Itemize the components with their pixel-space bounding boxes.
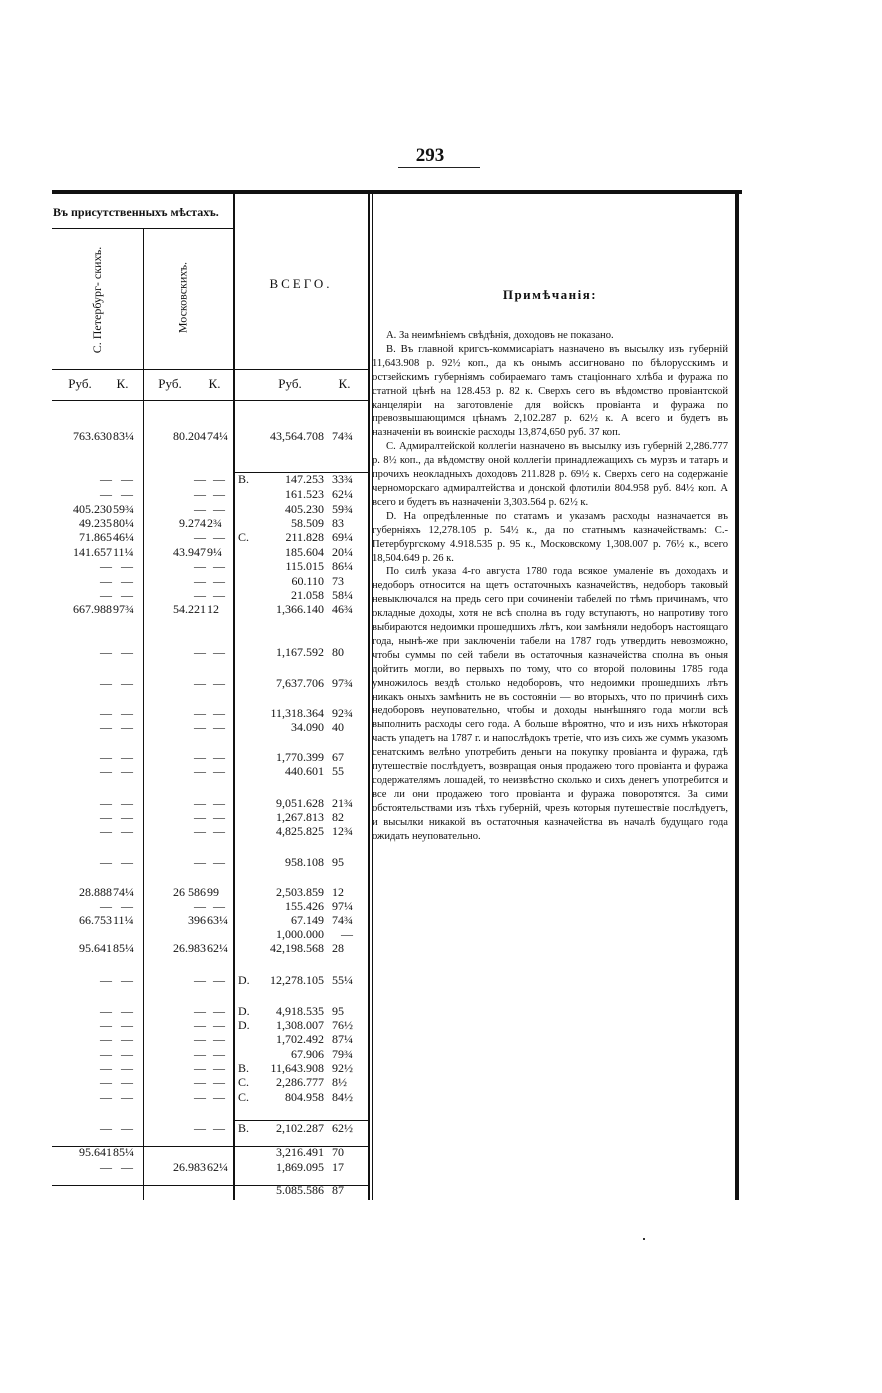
- cell-spb-k: 74¼: [113, 885, 134, 899]
- cell-tl: B.: [238, 472, 250, 486]
- cell-t-r: 1,267.813: [276, 810, 324, 824]
- cell-spb-k: —: [121, 1075, 133, 1089]
- cell-msk-k: —: [213, 824, 225, 838]
- cell-t-k: 86¼: [332, 559, 353, 573]
- col-header-total: ВСЕГО.: [269, 276, 333, 291]
- cell-spb-r: —: [100, 487, 112, 501]
- unit-msk-kop: К.: [208, 376, 221, 391]
- cell-tl: D.: [238, 1004, 250, 1018]
- cell-t-r: 1,702.492: [276, 1032, 324, 1046]
- cell-t-k: 17: [332, 1160, 344, 1174]
- cell-msk-k: —: [213, 1121, 225, 1135]
- unit-total-kop: К.: [338, 376, 351, 391]
- cell-msk-r: —: [194, 1032, 206, 1046]
- cell-spb-k: 97¾: [113, 602, 134, 616]
- divider-total-notes: [368, 194, 370, 1200]
- cell-spb-k: —: [121, 706, 133, 720]
- cell-spb-r: 141.657: [73, 545, 112, 559]
- cell-spb-k: —: [121, 645, 133, 659]
- cell-spb-r: —: [100, 1047, 112, 1061]
- cell-msk-r: 26 586: [173, 885, 206, 899]
- cell-msk-k: —: [213, 530, 225, 544]
- cell-msk-k: —: [213, 1032, 225, 1046]
- cell-spb-r: —: [100, 706, 112, 720]
- unit-spb-rub: Руб.: [68, 376, 92, 391]
- cell-msk-k: —: [213, 487, 225, 501]
- cell-spb-r: —: [100, 1004, 112, 1018]
- group-header: Въ присутственныхъ мѣстахъ.: [53, 205, 219, 219]
- cell-t-k: 58¼: [332, 588, 353, 602]
- cell-t-r: 3,216.491: [276, 1145, 324, 1159]
- cell-t-r: 440.601: [285, 764, 324, 778]
- col-header-msk: Московскихъ.: [175, 261, 190, 334]
- cell-t-k: 73: [332, 574, 344, 588]
- cell-msk-r: —: [194, 1121, 206, 1135]
- cell-msk-r: —: [194, 973, 206, 987]
- cell-spb-k: —: [121, 1121, 133, 1135]
- cell-t-k: 69¼: [332, 530, 353, 544]
- cell-t-r: 405.230: [285, 502, 324, 516]
- cell-t-k: 97¾: [332, 676, 353, 690]
- cell-t-r: 67.149: [291, 913, 324, 927]
- col-header-spb: С. Петербург- скихъ.: [90, 246, 104, 354]
- cell-spb-k: —: [121, 1061, 133, 1075]
- cell-msk-r: —: [194, 855, 206, 869]
- note-a: A. За неимѣніемъ свѣдѣнія, доходовъ не показано.: [386, 330, 614, 341]
- cell-msk-r: —: [194, 588, 206, 602]
- cell-spb-k: —: [121, 1160, 133, 1174]
- cell-msk-r: 26.983: [173, 941, 206, 955]
- notes-title: Примѣчанія:: [502, 287, 598, 302]
- cell-t-r: 1,167.592: [276, 645, 324, 659]
- cell-msk-k: —: [213, 574, 225, 588]
- cell-t-k: 83: [332, 516, 344, 530]
- cell-spb-k: 83¼: [113, 429, 134, 443]
- cell-t-r: 958.108: [285, 855, 324, 869]
- cell-spb-r: 49.235: [79, 516, 112, 530]
- cell-msk-k: —: [213, 645, 225, 659]
- cell-t-k: 62½: [332, 1121, 353, 1135]
- cell-spb-k: —: [121, 1090, 133, 1104]
- cell-t-k: 74¾: [332, 913, 353, 927]
- cell-t-r: 1,308.007: [276, 1018, 324, 1032]
- top-rule: [52, 190, 742, 194]
- cell-spb-k: 80¼: [113, 516, 134, 530]
- cell-t-r: 804.958: [285, 1090, 324, 1104]
- cell-msk-k: —: [213, 676, 225, 690]
- cell-t-k: 79¾: [332, 1047, 353, 1061]
- cell-spb-r: —: [100, 588, 112, 602]
- cell-msk-r: —: [194, 1061, 206, 1075]
- cell-t-k: 92¾: [332, 706, 353, 720]
- cell-msk-k: —: [213, 720, 225, 734]
- cell-spb-k: —: [121, 899, 133, 913]
- cell-msk-r: 43.947: [173, 545, 206, 559]
- cell-t-r: 1,366.140: [276, 602, 324, 616]
- notes-body: [372, 329, 728, 844]
- cell-spb-r: —: [100, 645, 112, 659]
- cell-spb-r: 66.753: [79, 913, 112, 927]
- cell-spb-r: 95.641: [79, 941, 112, 955]
- cell-msk-r: —: [194, 574, 206, 588]
- cell-t-r: 161.523: [285, 487, 324, 501]
- cell-t-k: 40: [332, 720, 344, 734]
- cell-t-r: 2,102.287: [276, 1121, 324, 1135]
- cell-t-k: 55: [332, 764, 344, 778]
- cell-t-r: 7,637.706: [276, 676, 324, 690]
- cell-t-k: 67: [332, 750, 344, 764]
- cell-spb-r: —: [100, 1075, 112, 1089]
- cell-t-k: 55¼: [332, 973, 353, 987]
- cell-msk-k: —: [213, 588, 225, 602]
- cell-t-k: 46¾: [332, 602, 353, 616]
- cell-msk-k: 9¼: [207, 545, 222, 559]
- note-c: C. Адмиралтейской коллегіи назначено въ высылку изъ губерній 2,286.777 р. 8½ коп., да вѣдомству оной коллегіи принадлежащихъ съ мурзъ и татаръ и прочихъ неокладныхъ доходовъ 211.828 р. 69½ к. Сверхъ сего на содержаніе черноморскаго адмиралтейства и донской флотиліи 804.958 руб. 84½ коп. А всего и будетъ въ назначеніи 3,303.564 р. 62½ к.: [372, 441, 728, 508]
- divider-msk-total: [233, 194, 235, 1200]
- cell-msk-k: —: [213, 502, 225, 516]
- unit-spb-kop: К.: [116, 376, 129, 391]
- cell-t-k: 95: [332, 1004, 344, 1018]
- cell-msk-r: —: [194, 487, 206, 501]
- cell-tl: B.: [238, 1121, 250, 1135]
- cell-spb-k: —: [121, 796, 133, 810]
- right-border: [735, 190, 739, 1200]
- cell-t-r: 147.253: [285, 472, 324, 486]
- cell-spb-r: 95.641: [79, 1145, 112, 1159]
- cell-msk-r: —: [194, 764, 206, 778]
- note-e: По силѣ указа 4-го августа 1780 года всякое умаленіе въ доходахъ и недоборъ относится на щетъ остаточныхъ казначействъ, недоборъ таковый невыключался на предь сего при сочиненіи табелей по тѣмъ причинамъ, что окладные доходы, хотя не всѣ сполна въ году вступаютъ, но напротиву того выбираются недоимки прошедшихъ лѣтъ, кои замѣняли недоборъ настоящаго года, нынѣ-же при заключеніи табели на 1787 годъ утвердить невозможно, чтобы суммы по сей табели въ остаточныя казначейства сполна въ оныя дойтить могли, во первыхъ по тому, что со второй половины 1785 года умножилось вездѣ столько недоборовъ, что недоимки прошедшихъ лѣтъ никакъ оныхъ замѣнить не въ состояніи — во вторыхъ, что по причинѣ сихъ недоборовъ неуповательно, чтобы и доходы нынѣшняго года могли всѣ выполнить расходы сего года. А больше вѣроятно, что и изъ нихъ нѣкоторая часть упадетъ на 1787 г. и напослѣдокъ третіе, что изъ сихъ же суммъ указомъ сенатскимъ велѣно употребить деньги на покупку провіанта и фуража, гдѣ путешествіе послѣдуетъ, возвращая оныя продажею того провіанта и фуража содержателямъ лошадей, то неизвѣстно сколько и сихъ денегъ употребится и все ли они продажею того провіанта и фуража поворотятся. За сими обстоятельствами изъ тѣхъ губерній, чрезъ которыя путешествіе послѣдуетъ, и высылки никакой въ остаточныя казначейства въ началѣ будущаго года ожидать неуповательно.: [372, 566, 728, 842]
- cell-msk-r: —: [194, 706, 206, 720]
- cell-spb-k: 11¼: [113, 913, 134, 927]
- cell-spb-r: —: [100, 973, 112, 987]
- cell-msk-k: 2¾: [207, 516, 222, 530]
- cell-msk-k: —: [213, 1018, 225, 1032]
- cell-spb-k: —: [121, 750, 133, 764]
- cell-msk-r: —: [194, 1075, 206, 1089]
- cell-spb-k: —: [121, 1047, 133, 1061]
- cell-spb-k: —: [121, 824, 133, 838]
- cell-msk-r: 396: [188, 913, 206, 927]
- cell-t-r: 42,198.568: [270, 941, 324, 955]
- cell-spb-k: 46¼: [113, 530, 134, 544]
- page-number: 293: [415, 145, 445, 166]
- cell-spb-k: —: [121, 1004, 133, 1018]
- cell-t-r: 11,318.364: [270, 706, 324, 720]
- cell-msk-k: 99: [207, 885, 219, 899]
- cell-t-k: 62¼: [332, 487, 353, 501]
- cell-msk-k: 62¼: [207, 1160, 228, 1174]
- cell-t-k: 97¼: [332, 899, 353, 913]
- cell-msk-r: 80.204: [173, 429, 206, 443]
- cell-spb-r: —: [100, 1032, 112, 1046]
- cell-msk-k: —: [213, 750, 225, 764]
- note-b: B. Въ главной кригсъ-коммисаріатъ назначено въ высылку изъ губерній 11,643.908 р. 92½ коп., да къ онымъ ассигновано по бѣлорусскимъ и остзейскимъ губерніямъ собираемаго тамъ стаціоннаго хлѣба и фуража по статной цѣнѣ на 128.453 р. 82 к. Сверхъ сего въ вѣдомство провіантской канцеляріи на заготовленіе для войскъ провіанта и фуража по превозвышающимся цѣнамъ 2,102.287 р. 62½ к. А всего и будетъ въ назначеніи въ воинскіе расходы 13,874,650 руб. 37 коп.: [372, 343, 728, 439]
- header-bottom-rule: [52, 369, 369, 370]
- note-d: D. На опредѣленные по статамъ и указамъ расходы назначается въ губерніяхъ 12,278.105 р. 54½ к., да по статнымъ казначействамъ: С.-Петербургскому 4.918.535 р. 95 к., Московскому 1,308.007 р. 76½ к., всего 18,504.649 р. 26 к.: [372, 510, 728, 564]
- cell-t-r: 1,000.000: [276, 927, 324, 941]
- cell-t-k: 28: [332, 941, 344, 955]
- cell-tl: B.: [238, 1061, 250, 1075]
- cell-spb-k: —: [121, 574, 133, 588]
- cell-spb-k: —: [121, 559, 133, 573]
- cell-msk-r: —: [194, 1047, 206, 1061]
- cell-spb-r: —: [100, 1090, 112, 1104]
- cell-tl: C.: [238, 1090, 250, 1104]
- cell-spb-r: 405.230: [73, 502, 112, 516]
- cell-msk-k: —: [213, 472, 225, 486]
- cell-spb-r: —: [100, 1018, 112, 1032]
- cell-tl: C.: [238, 530, 250, 544]
- cell-t-r: 9,051.628: [276, 796, 324, 810]
- cell-msk-k: —: [213, 1047, 225, 1061]
- cell-spb-r: —: [100, 796, 112, 810]
- cell-msk-r: —: [194, 796, 206, 810]
- cell-msk-k: 63¼: [207, 913, 228, 927]
- stray-mark: [643, 1238, 645, 1240]
- cell-spb-k: —: [121, 676, 133, 690]
- divider-spb-msk: [143, 228, 144, 1200]
- cell-spb-r: 28.888: [79, 885, 112, 899]
- cell-msk-r: —: [194, 676, 206, 690]
- cell-spb-r: —: [100, 855, 112, 869]
- cell-t-k: 87: [332, 1183, 344, 1197]
- cell-spb-k: —: [121, 973, 133, 987]
- unit-total-rub: Руб.: [278, 376, 302, 391]
- cell-spb-r: —: [100, 574, 112, 588]
- cell-t-r: 60.110: [291, 574, 324, 588]
- spb-rule-2: [52, 1185, 234, 1186]
- cell-spb-r: —: [100, 472, 112, 486]
- cell-msk-r: —: [194, 1004, 206, 1018]
- cell-msk-k: —: [213, 855, 225, 869]
- cell-msk-r: 26.983: [173, 1160, 206, 1174]
- cell-t-r: 58.509: [291, 516, 324, 530]
- cell-msk-k: 62¼: [207, 941, 228, 955]
- cell-t-r: 4,825.825: [276, 824, 324, 838]
- cell-t-k: 21¾: [332, 796, 353, 810]
- cell-msk-r: 54.221: [173, 602, 206, 616]
- cell-spb-k: —: [121, 810, 133, 824]
- cell-msk-r: —: [194, 1018, 206, 1032]
- cell-spb-r: 763.630: [73, 429, 112, 443]
- cell-spb-k: 11¼: [113, 545, 134, 559]
- cell-msk-k: —: [213, 899, 225, 913]
- unit-bottom-rule: [52, 400, 369, 401]
- cell-t-k: 12: [332, 885, 344, 899]
- cell-spb-k: 85¼: [113, 941, 134, 955]
- cell-t-k: 92½: [332, 1061, 353, 1075]
- cell-t-k: 74¾: [332, 429, 353, 443]
- cell-msk-k: —: [213, 764, 225, 778]
- cell-t-k: 87¼: [332, 1032, 353, 1046]
- cell-msk-r: —: [194, 502, 206, 516]
- cell-t-k: —: [341, 927, 353, 941]
- cell-msk-r: —: [194, 750, 206, 764]
- cell-t-r: 185.604: [285, 545, 324, 559]
- cell-spb-r: 71.865: [79, 530, 112, 544]
- cell-msk-k: —: [213, 796, 225, 810]
- cell-t-k: 84½: [332, 1090, 353, 1104]
- cell-spb-r: —: [100, 1061, 112, 1075]
- cell-spb-k: —: [121, 1018, 133, 1032]
- cell-msk-r: —: [194, 810, 206, 824]
- cell-msk-k: —: [213, 810, 225, 824]
- cell-spb-r: —: [100, 559, 112, 573]
- cell-t-k: 59¾: [332, 502, 353, 516]
- page-number-rule: [398, 167, 480, 168]
- cell-t-r: 34.090: [291, 720, 324, 734]
- cell-spb-r: —: [100, 824, 112, 838]
- cell-spb-k: —: [121, 487, 133, 501]
- cell-spb-k: —: [121, 472, 133, 486]
- cell-spb-k: —: [121, 720, 133, 734]
- cell-spb-k: —: [121, 1032, 133, 1046]
- cell-t-r: 211.828: [285, 530, 324, 544]
- cell-msk-r: 9.274: [179, 516, 206, 530]
- cell-t-k: 20¼: [332, 545, 353, 559]
- cell-msk-r: —: [194, 824, 206, 838]
- cell-msk-r: —: [194, 530, 206, 544]
- unit-msk-rub: Руб.: [158, 376, 182, 391]
- cell-spb-r: —: [100, 1160, 112, 1174]
- cell-tl: C.: [238, 1075, 250, 1089]
- cell-msk-k: —: [213, 706, 225, 720]
- cell-msk-k: —: [213, 1090, 225, 1104]
- cell-spb-r: —: [100, 750, 112, 764]
- cell-t-r: 67.906: [291, 1047, 324, 1061]
- cell-msk-r: —: [194, 720, 206, 734]
- cell-msk-r: —: [194, 472, 206, 486]
- cell-msk-k: —: [213, 559, 225, 573]
- cell-t-r: 2,503.859: [276, 885, 324, 899]
- cell-t-r: 115.015: [285, 559, 324, 573]
- cell-t-k: 12¾: [332, 824, 353, 838]
- cell-t-r: 2,286.777: [276, 1075, 324, 1089]
- cell-tl: D.: [238, 973, 250, 987]
- cell-tl: D.: [238, 1018, 250, 1032]
- cell-spb-r: —: [100, 764, 112, 778]
- cell-spb-r: —: [100, 720, 112, 734]
- cell-t-k: 95: [332, 855, 344, 869]
- cell-spb-r: 667.988: [73, 602, 112, 616]
- cell-t-r: 43,564.708: [270, 429, 324, 443]
- cell-spb-k: 59¾: [113, 502, 134, 516]
- cell-msk-k: —: [213, 1004, 225, 1018]
- cell-t-r: 21.058: [291, 588, 324, 602]
- cell-spb-r: —: [100, 810, 112, 824]
- group-header-rule: [52, 228, 234, 229]
- cell-t-r: 5.085.586: [276, 1183, 324, 1197]
- cell-msk-r: —: [194, 645, 206, 659]
- cell-t-r: 4,918.535: [276, 1004, 324, 1018]
- cell-spb-k: —: [121, 764, 133, 778]
- cell-t-k: 82: [332, 810, 344, 824]
- cell-t-r: 1,869.095: [276, 1160, 324, 1174]
- cell-t-k: 8½: [332, 1075, 347, 1089]
- cell-t-r: 1,770.399: [276, 750, 324, 764]
- cell-msk-k: —: [213, 1075, 225, 1089]
- cell-t-r: 155.426: [285, 899, 324, 913]
- cell-spb-r: —: [100, 1121, 112, 1135]
- cell-t-r: 11,643.908: [270, 1061, 324, 1075]
- cell-t-r: 12,278.105: [270, 973, 324, 987]
- cell-spb-k: —: [121, 855, 133, 869]
- cell-msk-k: 74¼: [207, 429, 228, 443]
- cell-t-k: 80: [332, 645, 344, 659]
- cell-t-k: 76½: [332, 1018, 353, 1032]
- cell-msk-r: —: [194, 559, 206, 573]
- cell-msk-r: —: [194, 1090, 206, 1104]
- cell-t-k: 70: [332, 1145, 344, 1159]
- cell-msk-k: 12: [207, 602, 219, 616]
- cell-msk-k: —: [213, 973, 225, 987]
- cell-spb-r: —: [100, 676, 112, 690]
- cell-spb-k: 85¼: [113, 1145, 134, 1159]
- cell-spb-r: —: [100, 899, 112, 913]
- cell-msk-k: —: [213, 1061, 225, 1075]
- cell-spb-k: —: [121, 588, 133, 602]
- cell-t-k: 33¾: [332, 472, 353, 486]
- cell-msk-r: —: [194, 899, 206, 913]
